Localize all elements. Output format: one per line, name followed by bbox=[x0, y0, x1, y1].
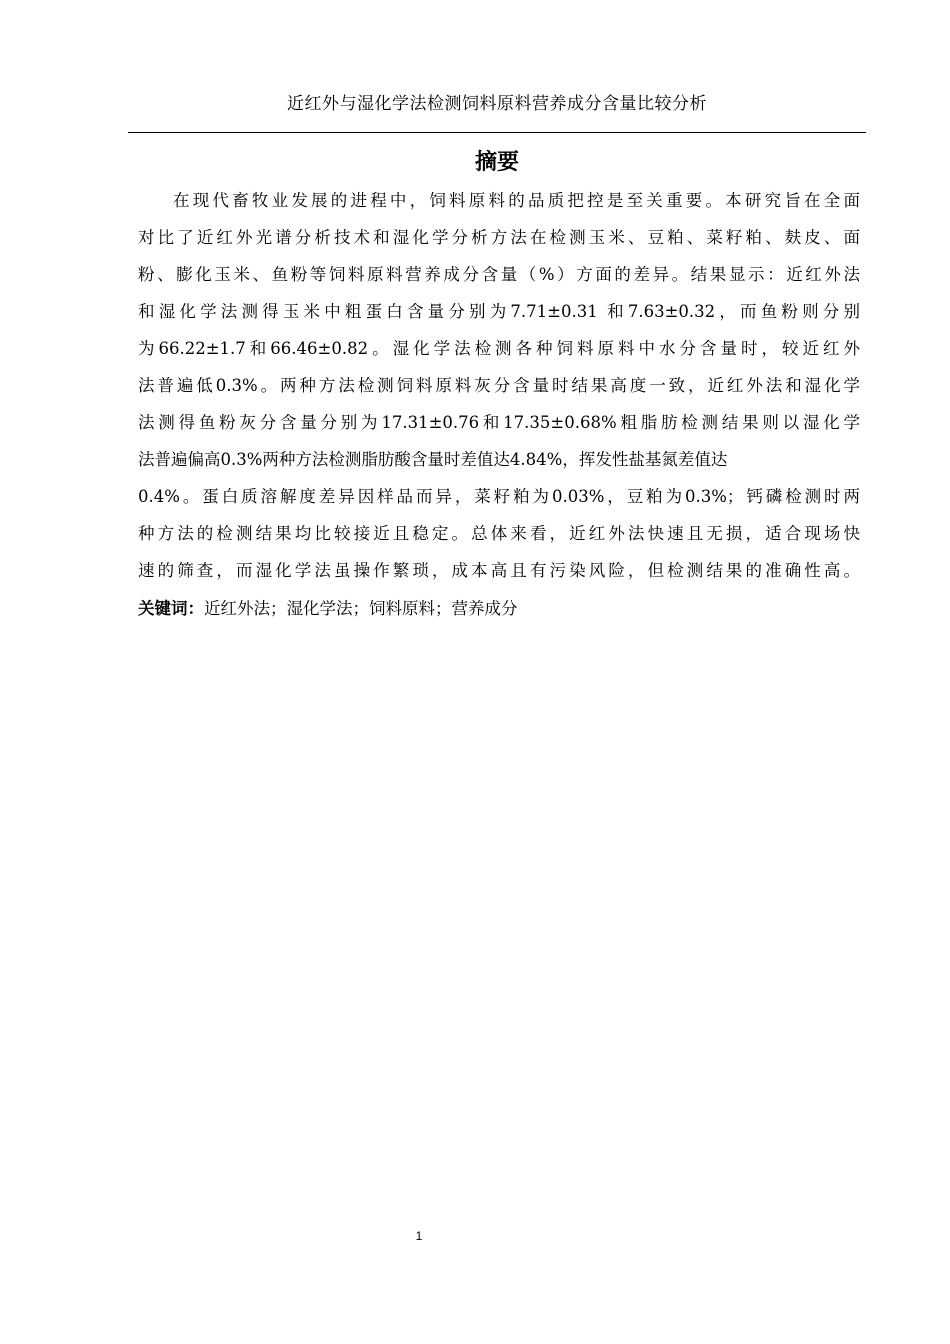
abstract-line: 法普遍低0.3%。两种方法检测饲料原料灰分含量时结果高度一致，近红外法和湿化学 bbox=[138, 376, 860, 395]
abstract-heading: 摘要 bbox=[474, 150, 519, 175]
abstract-line: 粉、膨化玉米、鱼粉等饲料原料营养成分含量（%）方面的差异。结果显示：近红外法 bbox=[138, 265, 860, 284]
abstract-line: 和湿化学法测得玉米中粗蛋白含量分别为7.71±0.31 和7.63±0.32，而鱼粉则分别 bbox=[138, 302, 860, 321]
page-number: 1 bbox=[415, 1229, 423, 1243]
header-divider bbox=[128, 132, 866, 133]
abstract-line: 为66.22±1.7和66.46±0.82。湿化学法检测各种饲料原料中水分含量时，较近红外 bbox=[138, 339, 860, 358]
abstract-line: 种方法的检测结果均比较接近且稳定。总体来看，近红外法快速且无损，适合现场快 bbox=[138, 524, 860, 543]
abstract-line: 对比了近红外光谱分析技术和湿化学分析方法在检测玉米、豆粕、菜籽粕、麸皮、面 bbox=[138, 228, 860, 247]
abstract-line: 法测得鱼粉灰分含量分别为17.31±0.76和17.35±0.68%粗脂肪检测结果则以湿化学 bbox=[138, 413, 860, 432]
running-header: 近红外与湿化学法检测饲料原料营养成分含量比较分析 bbox=[287, 94, 707, 114]
abstract-body bbox=[138, 182, 860, 589]
abstract-line: 法普遍偏高0.3%两种方法检测脂肪酸含量时差值达4.84%，挥发性盐基氮差值达 bbox=[138, 450, 728, 469]
keywords-label: 关键词： bbox=[138, 599, 204, 618]
abstract-line: 在现代畜牧业发展的进程中，饲料原料的品质把控是至关重要。本研究旨在全面 bbox=[173, 191, 860, 210]
abstract-line: 0.4%。蛋白质溶解度差异因样品而异，菜籽粕为0.03%，豆粕为0.3%；钙磷检测时两 bbox=[138, 487, 860, 506]
keywords-text: 近红外法；湿化学法；饲料原料；营养成分 bbox=[204, 599, 518, 618]
abstract-line: 速的筛查，而湿化学法虽操作繁琐，成本高且有污染风险，但检测结果的准确性高。 bbox=[138, 561, 860, 580]
keywords bbox=[138, 590, 518, 627]
